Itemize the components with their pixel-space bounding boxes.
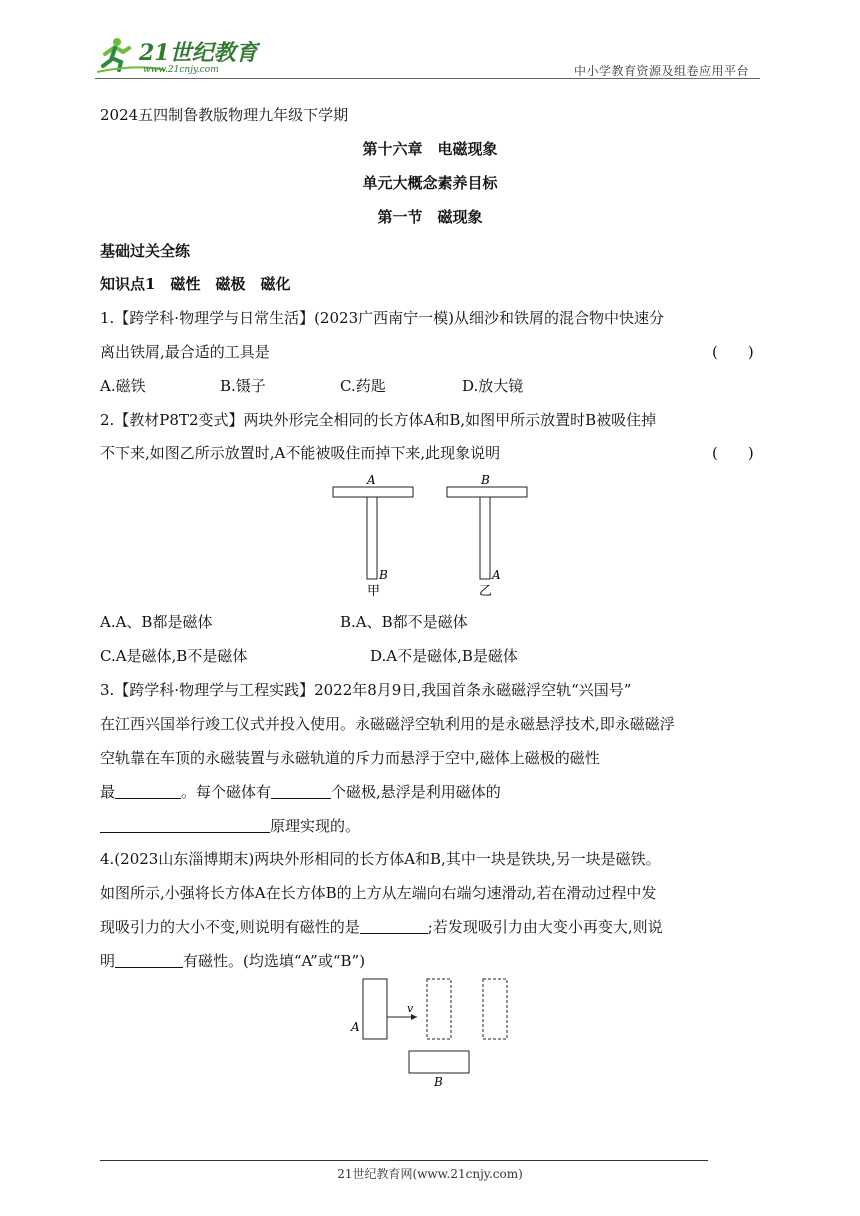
section-title: 第一节 磁现象: [377, 208, 483, 226]
q3-line3: 空轨靠在车顶的永磁装置与永磁轨道的斥力而悬浮于空中,磁体上磁极的磁性: [100, 749, 600, 767]
q4-line3: [100, 916, 663, 938]
q3-line1: 3.【跨学科·物理学与工程实践】2022年8月9日,我国首条永磁磁浮空轨“兴国号”: [100, 681, 632, 699]
q3-text-a: 最: [100, 783, 116, 801]
q3-blank-2[interactable]: [271, 782, 331, 799]
header-platform-text: 中小学教育资源及组卷应用平台: [574, 64, 750, 78]
site-logo: [95, 34, 260, 78]
figure-jia: [333, 473, 413, 599]
q4-blank-2[interactable]: [115, 951, 183, 968]
q2-line1: 2.【教材P8T2变式】两块外形完全相同的长方体A和B,如图甲所示放置时B被吸住掉: [100, 411, 657, 429]
q3-blank-1[interactable]: [115, 782, 181, 799]
block-a: [363, 979, 387, 1039]
q2-option-c: C.A是磁体,B不是磁体: [100, 647, 248, 665]
yi-bottom-label: A: [492, 568, 501, 582]
footer-text[interactable]: 21世纪教育网(www.21cnjy.com): [337, 1167, 523, 1181]
q3-text-b: 。每个磁体有: [181, 783, 272, 801]
yi-top-label: B: [481, 473, 490, 487]
block-a-ghost-right: [483, 979, 507, 1039]
block-a-ghost-middle: [427, 979, 451, 1039]
unit-title: 单元大概念素养目标: [362, 174, 498, 192]
q4-text-d: 有磁性。(均选填“A”或“B”): [183, 952, 366, 970]
q3-line5: [100, 815, 360, 837]
jia-caption: 甲: [367, 584, 381, 599]
document-title: 2024五四制鲁教版物理九年级下学期: [100, 106, 349, 124]
q3-text-d: 原理实现的。: [270, 817, 361, 835]
q1-answer-paren: ( ): [712, 343, 754, 361]
q1-option-c: C.药匙: [340, 377, 386, 395]
chapter-title: 第十六章 电磁现象: [362, 140, 498, 158]
q4-blank-1[interactable]: [360, 917, 428, 934]
block-b: [409, 1051, 469, 1073]
q4-line1: 4.(2023山东淄博期末)两块外形相同的长方体A和B,其中一块是铁块,另一块是磁铁。: [100, 850, 661, 868]
figure-yi: [447, 473, 527, 599]
q3-text-c: 个磁极,悬浮是利用磁体的: [331, 783, 501, 801]
jia-top-label: A: [367, 473, 376, 487]
q3-blank-3[interactable]: [100, 816, 270, 833]
q2-option-a: A.A、B都是磁体: [100, 613, 213, 631]
q2-line2: 不下来,如图乙所示放置时,A不能被吸住而掉下来,此现象说明: [100, 444, 501, 462]
q2-answer-paren: ( ): [712, 444, 754, 462]
logo-url: www.21cnjy.com: [143, 65, 219, 75]
q2-figure: [325, 472, 545, 602]
velocity-label: v: [407, 1002, 414, 1015]
q2-option-b: B.A、B都不是磁体: [340, 613, 468, 631]
q1-option-a: A.磁铁: [100, 377, 146, 395]
q4-line4: [100, 950, 365, 972]
header-divider: [95, 78, 760, 79]
footer-divider: [100, 1160, 708, 1161]
practice-heading: 基础过关全练: [100, 242, 191, 260]
q4-text-a: 现吸引力的大小不变,则说明有磁性的是: [100, 918, 360, 936]
logo-text: 21世纪教育: [139, 40, 258, 66]
knowledge-point-heading: 知识点1 磁性 磁极 磁化: [100, 275, 291, 293]
q3-line2: 在江西兴国举行竣工仪式并投入使用。永磁磁浮空轨利用的是永磁悬浮技术,即永磁磁浮: [100, 715, 675, 733]
q2-option-d: D.A不是磁体,B是磁体: [370, 647, 518, 665]
q4-figure: [345, 975, 515, 1090]
q1-option-b: B.镊子: [220, 377, 266, 395]
q1-option-d: D.放大镜: [462, 377, 524, 395]
q1-line2: 离出铁屑,最合适的工具是: [100, 343, 270, 361]
block-b-label: B: [434, 1075, 443, 1089]
q1-line1: 1.【跨学科·物理学与日常生活】(2023广西南宁一模)从细沙和铁屑的混合物中快速分: [100, 309, 664, 327]
q4-text-c: 明: [100, 952, 116, 970]
jia-bottom-label: B: [379, 568, 388, 582]
block-a-label: A: [351, 1020, 360, 1034]
yi-caption: 乙: [479, 584, 493, 599]
q3-line4: [100, 781, 501, 803]
q4-text-b: ;若发现吸引力由大变小再变大,则说: [427, 918, 663, 936]
q4-line2: 如图所示,小强将长方体A在长方体B的上方从左端向右端匀速滑动,若在滑动过程中发: [100, 884, 657, 902]
